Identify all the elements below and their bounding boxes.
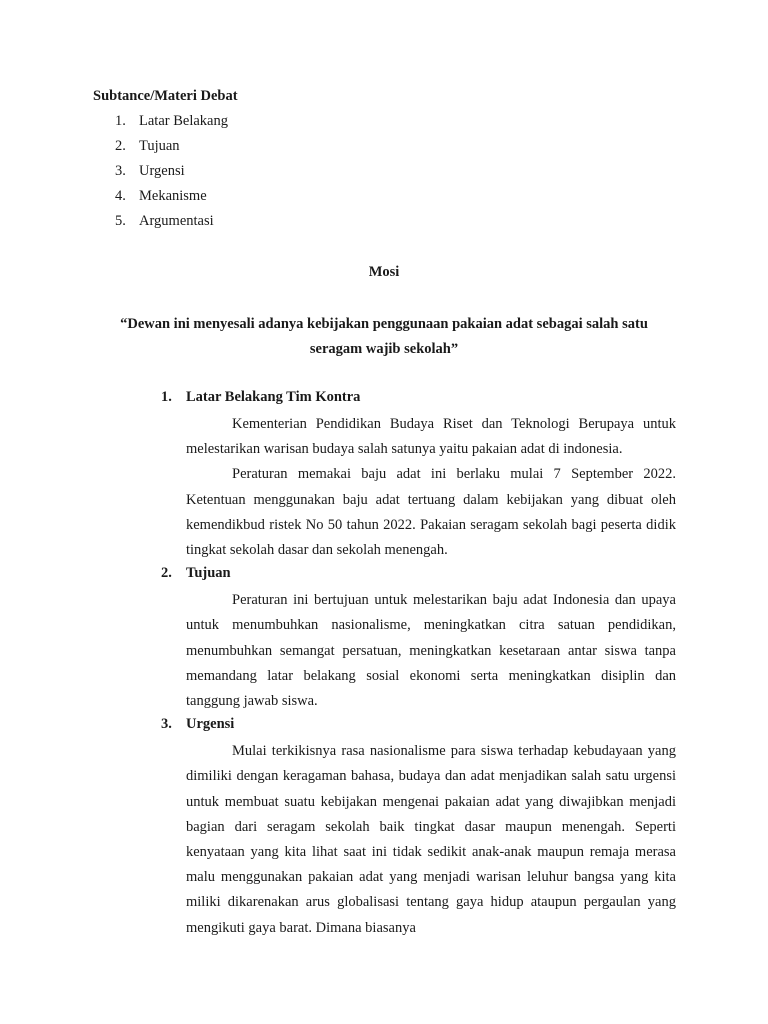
section-body (161, 412, 676, 563)
section-heading (161, 714, 676, 739)
section-number: 1. (161, 389, 172, 405)
paragraph: Peraturan ini bertujuan untuk melestarikan baju adat Indonesia dan upaya untuk menumbuhkan nasionalisme, meningkatkan citra satuan pendidikan, menumbuhkan semangat persatuan, meningkatkan kesetaraan antar siswa tanpa memandang latar belakang sosial ekonomi serta meningkatkan disiplin dan tanggung jawab siswa. (186, 592, 676, 710)
paragraph: Kementerian Pendidikan Budaya Riset dan Teknologi Berupaya untuk melestarikan warisan budaya salah satunya yaitu pakaian adat di indonesia. (186, 416, 676, 458)
list-item-label: Latar Belakang (139, 113, 228, 129)
section-heading (161, 563, 676, 588)
motion-statement: “Dewan ini menyesali adanya kebijakan penggunaan pakaian adat sebagai salah satu seragam wajib sekolah” (120, 316, 648, 357)
list-item-number: 2. (115, 138, 126, 154)
list-item-number: 4. (115, 188, 126, 204)
list-item (115, 111, 228, 136)
list-item-label: Urgensi (139, 163, 185, 179)
list-item (115, 161, 228, 186)
section (161, 387, 676, 563)
section-title: Tujuan (186, 565, 231, 582)
section-number: 3. (161, 716, 172, 733)
document-heading: Subtance/Materi Debat (93, 88, 238, 104)
paragraph: Peraturan memakai baju adat ini berlaku mulai 7 September 2022. Ketentuan menggunakan baju adat tertuang dalam kebijakan yang dibuat oleh kemendikbud ristek No 50 tahun 2022. Pakaian seragam sekolah bagi peserta didik tingkat sekolah dasar dan sekolah menengah. (186, 466, 676, 559)
section-heading (161, 387, 676, 412)
section-number: 2. (161, 565, 172, 582)
list-item-label: Argumentasi (139, 213, 214, 229)
section (161, 714, 676, 941)
list-item (115, 211, 228, 236)
list-item (115, 186, 228, 211)
list-item-number: 3. (115, 163, 126, 179)
list-item (115, 136, 228, 161)
section (161, 563, 676, 714)
paragraph: Mulai terkikisnya rasa nasionalisme para siswa terhadap kebudayaan yang dimiliki dengan keragaman bahasa, budaya dan adat menjadikan salah satu urgensi untuk membuat suatu kebijakan mengenai pakaian adat yang diwajibkan menjadi bagian dari seragam sekolah baik tingkat dasar maupun menengah. Seperti kenyataan yang kita lihat saat ini tidak sedikit anak-anak maupun remaja merasa malu menggunakan pakaian adat yang menjadi warisan leluhur bangsa yang kita miliki dikarenakan arus globalisasi tentang gaya hidup ataupun pergaulan yang mengikuti gaya barat. Dimana biasanya (186, 743, 676, 936)
list-item-number: 1. (115, 113, 126, 129)
section-title: Latar Belakang Tim Kontra (186, 389, 361, 405)
list-item-number: 5. (115, 213, 126, 229)
section-body (161, 739, 676, 941)
section-title: Urgensi (186, 716, 235, 733)
list-item-label: Mekanisme (139, 188, 207, 204)
sections (161, 387, 676, 941)
mosi-title: Mosi (368, 264, 400, 280)
substance-list (115, 111, 228, 236)
list-item-label: Tujuan (139, 138, 180, 154)
section-body (161, 588, 676, 714)
